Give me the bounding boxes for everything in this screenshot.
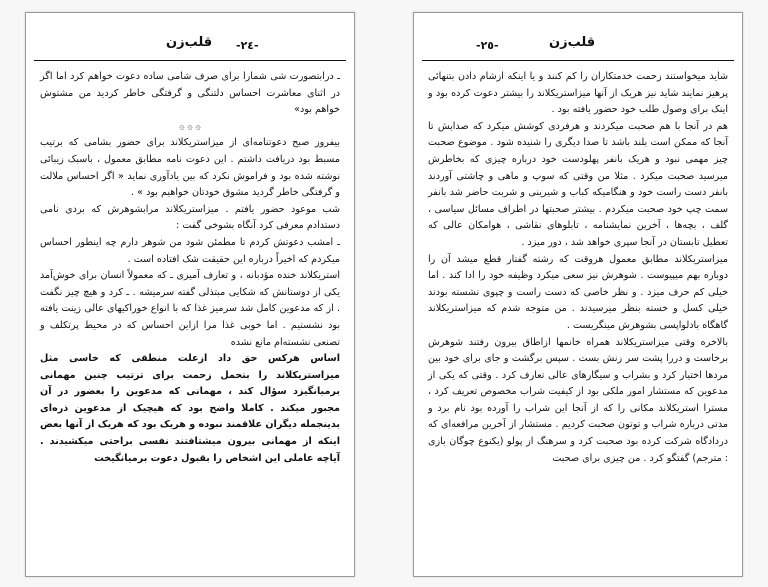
paragraph: میزاستریکلاند مطابق معمول هروقت که رشته گفتار قطع میشد آن را دوباره بهم میپیوست . شوهرش نیز سعی میکرد وظیفه خود را ادا کند . اما خیلی کم حرف میزد . و نظر خاصی که دست راست و چپوی نشسته بودند خیلی کسل و خسته بنظر میرسیدند . من متوجه شدم که میزاستریکلاند گاهگاه بادلواپسی بشوهرش مینگریست . <box>428 253 728 331</box>
page-header <box>414 35 742 57</box>
paragraph: ـ امشب دعوتش کردم تا مطمئن شود من شوهر دارم چه اینطور احساس میکردم که اخیراً درباره این حقیقت شک افتاده است . <box>40 236 340 265</box>
page-body <box>40 69 340 467</box>
paragraph: استریکلاند خنده مؤدبانه‌ ، و تعارف آمیزی ـ که معمولاً انسان برای خوش‌آمد یکی از دوستانش که شکایی مبتذلی گفته سرمیشه . ـ کرد و هیچ چیز نگفت . از که مدعوین کامل شد سرمیز غذا که با انواع خوراکیهای عالی زینت یافته بود نشستیم . اما خوبی غذا مرا ازاین احساس که در محیط پرتکلف و تصنعی نشسته‌ام مانع نشده <box>40 270 340 348</box>
page-number: -٢٥- <box>476 39 499 52</box>
right-page <box>413 12 743 577</box>
paragraph: شب موعود حضور یافتم . میزاستریکلاند مرابشوهرش که بردی نامی دستدادم معرفی کرد آنگاه بشوخی گفت : <box>40 203 340 232</box>
paragraph: هم در آنجا با هم صحبت میکردند و هرفردی کوشش میکرد که صدایش تا آنجا که ممکن است بلند باشد تا صدا دیگری را شنیده شود . موضوع صحبت چیز مهمی نبود و هریک بانفر پهلودست خود درباره چیزی که بخاطرش میرسید صحبت میکرد . مثلا من وقتی که سوپ و ماهی و چاشتی آوردند بانفر دست راست خود و هنگامیکه کباب و شیرینی و شربت حاضر شد بانفر سمت چپ خود صحبت میکردم . بیشتر صحبتها در اطراف مسائل سیاسی ، گلف ، بچه‌ها ، آخرین نمایشنامه ، تابلوهای نقاشی ، هوامکان عالی که تعطیل تابستان در آنجا سپری خواهد شد ، دور میزد . <box>428 120 728 248</box>
paragraph: شاید میخواستند زحمت خدمتکاران را کم کنند و یا اینکه ازشام دادن بتنهائی پرهیز نمایند شاید نیز هریک از آنها میزاستریکلاند را بیشتر دعوت کرده بود و اینک برای وصول طلب خود حضور یافته بود . <box>428 71 728 116</box>
header-rule <box>34 60 346 61</box>
paragraph: بیفروز صبح دعوتنامه‌ای از میزاستریکلاند برای حضور بشامی که برتیب مسبط بود دریافت داشتم . این دعوت نامه مطابق معمول ، باسبک زیبائی نوشته شده بود و فراموش نکرد که‌ بین یادآوری نماید « اگر احساس ملالت و گرفتگی خاطر گردید مشوق خودتان خواهیم بود » . <box>40 137 340 199</box>
running-title: قلب‌زن <box>549 35 596 50</box>
star-separator: ۞ ۞ ۞ <box>179 121 201 132</box>
page-body <box>428 69 728 467</box>
header-rule <box>422 60 734 61</box>
paragraph: اساس هرکس حق داد ازعلت منطقی که خاسی مثل میزاستریکلاند را بتحمل زحمت برای ترتیب چنین مهمانی برمیانگیزد سؤال کند ، مهمانی که مدعوین را بعضور در آن مجبور میکند . کاملا واضح بود که هیچیک از مدعوین ذره‌ای بدینجمله دیگران علاقمند نبوده و هریک بود که هریک از آنها بعض اینکه از مهمانی بیرون میشتافتند نفسی براحتی میکشیدند . آیاچه عاملی این اشخاص را بقبول دعوت برمیانگیخت <box>40 353 340 464</box>
running-title: قلب‌زن <box>166 35 213 50</box>
paragraph: ـ درابتصورت شی شمارا برای صرف شامی ساده دعوت خواهم کرد اما اگر در اثنای معاشرت احساس دلتنگی و گرفتگی خاطر کردید من مشتوش خواهم بود» <box>40 71 340 116</box>
page-number: -٢٤- <box>236 39 259 52</box>
paragraph: بالاخره وقتی میزاستریکلاند همراه خانمها ازاطاق بیرون رفتند شوهرش برخاست و دررا پشت سر زنش بست . سپس برگشت و جای برای خود بین مردها اختیار کرد و بشراب و سیگارهای عالی تعارف کرد . وقتی که یکی از مدعوین که مستشار امور ملکی بود از کیفیت شراب مخصوص تعریف کرد ، مسترا استریکلاند مکانی را که از آنجا این شراب را آورده بود نام برد و مدتی درباره شراب و توتون صحبت کردیم . مستشار از آخرین مرافعه‌ای که دردادگاه شرکت کرده بود صحبت کرد و سرهنگ از پولو (یکنوع چوگان بازی : مترجم) گفتگو کرد . من چیزی برای صحبت <box>428 336 728 464</box>
page-header <box>26 35 354 57</box>
left-page <box>25 12 355 577</box>
